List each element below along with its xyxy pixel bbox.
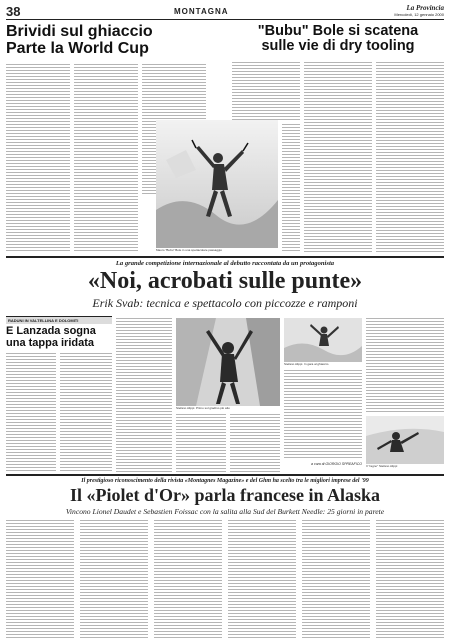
body-text-column [232, 62, 300, 120]
issue-date: Mercoledì, 12 gennaio 2000 [394, 12, 444, 17]
body-text-column [74, 64, 138, 252]
body-text-column [282, 124, 300, 252]
body-text-column [230, 414, 280, 472]
body-text-column [284, 370, 362, 458]
body-text-column [80, 520, 148, 638]
top-right-headline: "Bubu" Bole si scatena sulle vie di dry tooling [257, 23, 419, 55]
climber-photo-1 [176, 318, 280, 406]
body-text-column [366, 318, 444, 414]
climber-photo-3 [366, 416, 444, 464]
section-divider [6, 256, 444, 258]
body-text-column [116, 318, 172, 472]
main-subheadline: Erik Svab: tecnica e spettacolo con piccozze e ramponi [92, 296, 358, 310]
bottom-subheadline: Vincono Lionel Daudet e Sebastien Foissac con la salita alla Sud del Burkett Needle: 25 giorni in parete [65, 507, 385, 516]
climber-photo-2 [284, 318, 362, 362]
body-text-column [376, 62, 444, 252]
section-title: MONTAGNA [174, 7, 229, 16]
main-kicker: La grande competizione internazionale al debutto raccontata da un protagonista [115, 260, 335, 267]
top-left-headline: Brividi sul ghiaccio Parte la World Cup [6, 23, 153, 57]
main-headline: «Noi, acrobati sulle punte» [87, 268, 363, 294]
body-text-column [304, 62, 372, 252]
body-text-column [176, 414, 226, 472]
body-text-column [6, 520, 74, 638]
byline: a cura di GIORGIO SPREAFICO [311, 462, 362, 466]
bottom-kicker: Il prestigioso riconoscimento della rivista «Montagnes Magazine» e del Ghm ha scelto tra le migliori imprese del '99 [81, 478, 369, 484]
photo-caption: Stefano Alippi. In gara al ghiaccio [284, 362, 329, 366]
side-box [6, 316, 112, 472]
photo-caption: Stefano Alippi. Primo sul gradino più alto [176, 406, 230, 410]
page-number: 38 [6, 4, 21, 19]
photo-caption: Mauro "Bubu" Bole in una spettacolare passaggio [156, 248, 223, 252]
side-box-label: RADUNI IN VALTELLINA E DOLOMITI [6, 317, 112, 324]
body-text-column [228, 520, 296, 638]
section-divider [6, 474, 444, 476]
ice-climber-photo [156, 120, 278, 248]
side-box-headline: E Lanzada sogna una tappa iridata [6, 325, 96, 349]
body-text-column [154, 520, 222, 638]
body-text-column [302, 520, 370, 638]
page-header [6, 4, 444, 20]
body-text-column [376, 520, 444, 638]
body-text-column [6, 64, 70, 252]
body-text-column [6, 353, 56, 471]
newspaper-page [6, 4, 444, 638]
photo-caption: Il "ragno" Stefano Alippi [366, 464, 398, 468]
bottom-headline: Il «Piolet d'Or» parla francese in Alaska [70, 485, 380, 505]
body-text-column [60, 353, 112, 471]
newspaper-name: La Provincia [406, 4, 444, 12]
